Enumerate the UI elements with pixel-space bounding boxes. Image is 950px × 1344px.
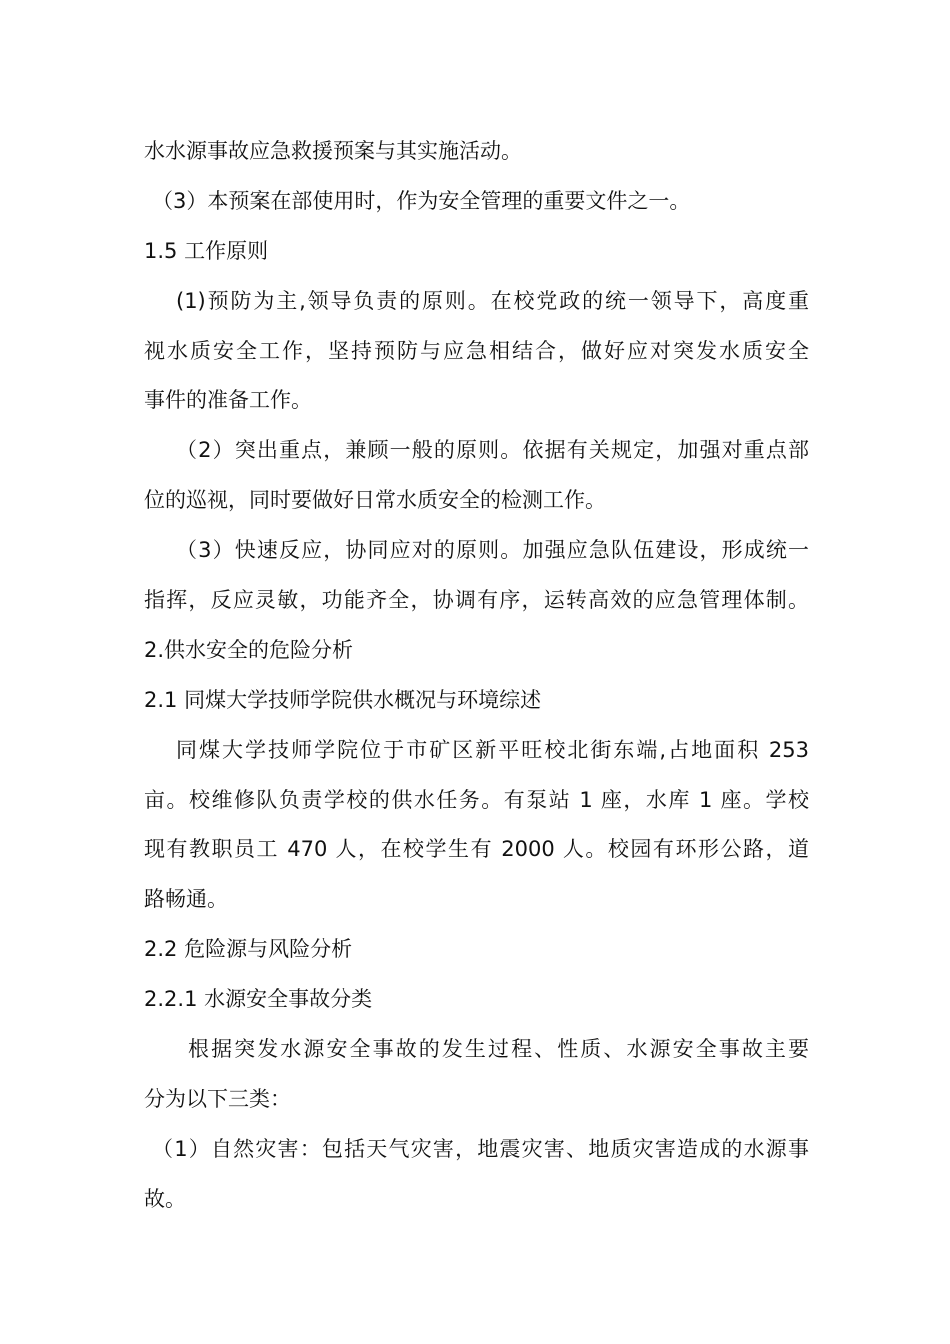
text-line: 指挥，反应灵敏，功能齐全，协调有序，运转高效的应急管理体制。 <box>144 588 809 613</box>
text-line: 分为以下三类： <box>144 1086 291 1111</box>
text-line: （1）自然灾害：包括天气灾害，地震灾害、地质灾害造成的水源事 <box>152 1136 809 1161</box>
text-line: 现有教职员工 470 人，在校学生有 2000 人。校园有环形公路，道 <box>144 837 809 862</box>
text-line: 根据突发水源安全事故的发生过程、性质、水源安全事故主要 <box>188 1037 809 1062</box>
text-line: （2）突出重点，兼顾一般的原则。依据有关规定，加强对重点部 <box>176 438 809 463</box>
text-line: 视水质安全工作，坚持预防与应急相结合，做好应对突发水质安全 <box>144 338 809 363</box>
text-line: 亩。校维修队负责学校的供水任务。有泵站 1 座，水库 1 座。学校 <box>144 787 809 812</box>
text-line: （3）本预案在部使用时，作为安全管理的重要文件之一。 <box>152 188 691 213</box>
text-line: （3）快速反应，协同应对的原则。加强应急队伍建设，形成统一 <box>176 538 809 563</box>
text-line: 位的巡视，同时要做好日常水质安全的检测工作。 <box>144 488 606 513</box>
section-heading: 2.1 同煤大学技师学院供水概况与环境综述 <box>144 687 542 712</box>
text-line: 路畅通。 <box>144 887 228 912</box>
section-heading: 2.2 危险源与风险分析 <box>144 937 353 962</box>
text-line: (1)预防为主,领导负责的原则。在校党政的统一领导下，高度重 <box>176 288 809 313</box>
text-line: 事件的准备工作。 <box>144 388 312 413</box>
section-heading: 1.5 工作原则 <box>144 238 269 263</box>
section-heading: 2.供水安全的危险分析 <box>144 637 354 662</box>
document-body <box>144 127 809 1225</box>
text-line: 水水源事故应急救援预案与其实施活动。 <box>144 139 522 163</box>
section-heading: 2.2.1 水源安全事故分类 <box>144 987 373 1012</box>
text-line: 同煤大学技师学院位于市矿区新平旺校北街东端,占地面积 253 <box>176 737 809 762</box>
text-line: 故。 <box>144 1186 186 1211</box>
